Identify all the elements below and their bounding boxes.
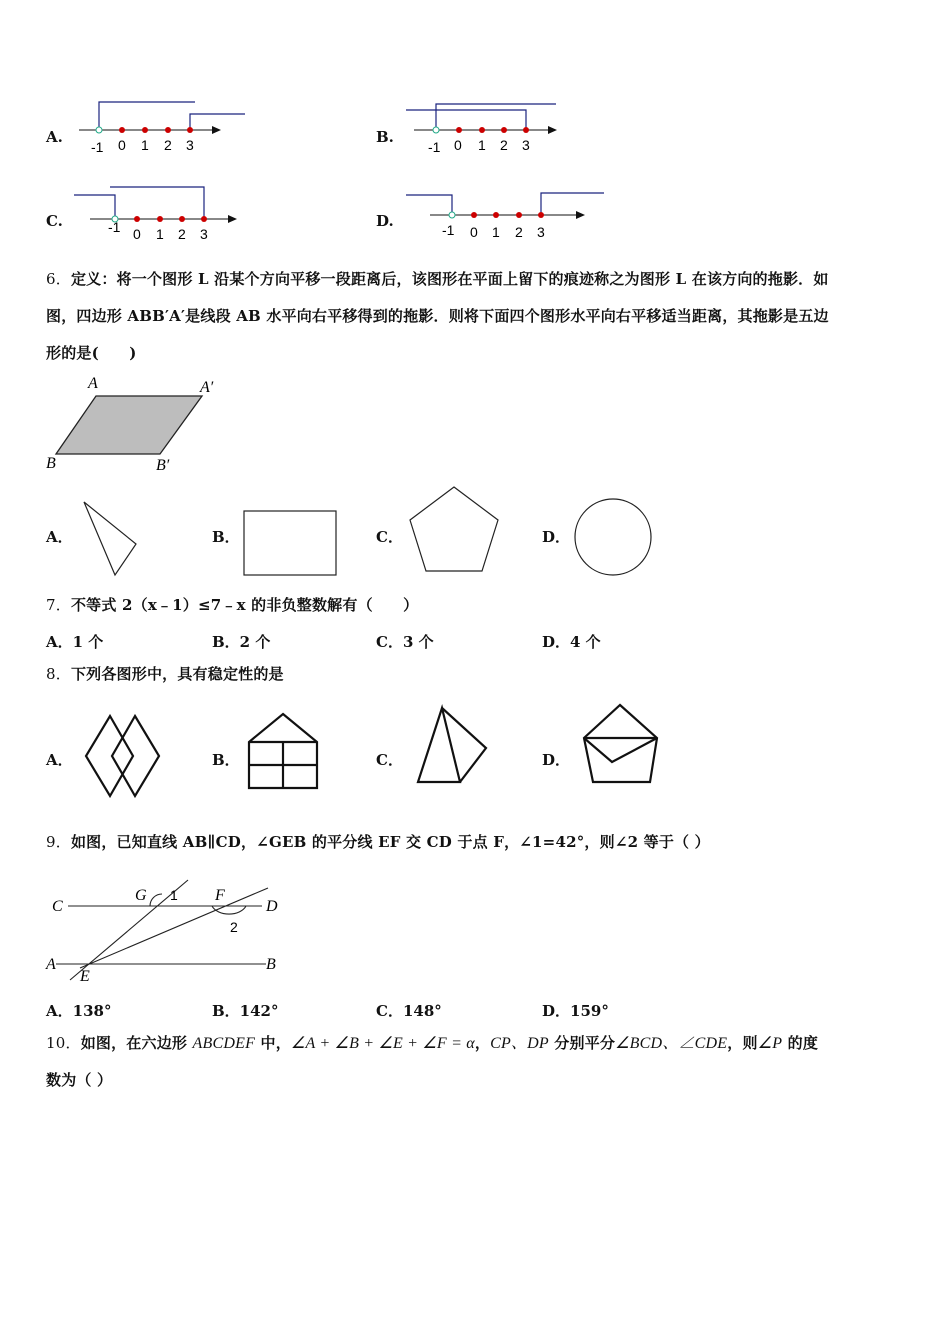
q7-number: 7． — [46, 596, 71, 614]
tick: 1 — [492, 224, 500, 240]
label-a: A — [46, 956, 56, 973]
q6-option-d-label: D． — [542, 528, 571, 546]
q8-option-d-label: D． — [542, 751, 571, 769]
tick: 3 — [186, 137, 194, 153]
q9-stem: 如图，已知直线 AB∥CD，∠GEB 的平分线 EF 交 CD 于点 F，∠1=42°，则∠2 等于（ ） — [70, 833, 710, 851]
tick: 1 — [141, 137, 149, 153]
q6-line-3: 形的是( ) — [46, 344, 137, 362]
q8-text — [46, 656, 284, 693]
tick: 1 — [478, 137, 486, 153]
q5-option-b-number-line — [402, 98, 562, 160]
q6-line-1: 定义：将一个图形 L 沿某个方向平移一段距离后，该图形在平面上留下的痕迹称之为图形 L 在该方向的拖影．如 — [70, 270, 829, 288]
label-b-prime: B′ — [156, 457, 170, 474]
q9-option-d: D．159° — [542, 1002, 609, 1020]
q8-option-b-label: B． — [212, 751, 240, 769]
q7-option-c: C．3 个 — [376, 633, 434, 651]
q8-option-c-label: C． — [376, 751, 403, 769]
q8-option-a-label: A． — [46, 751, 73, 769]
tick: 2 — [178, 226, 186, 242]
q6-option-a-triangle — [78, 496, 143, 581]
q6-line-2: 图，四边形 ABB′A′是线段 AB 水平向右平移得到的拖影．则将下面四个图形水平向右平移适当距离，其拖影是五边 — [46, 307, 829, 325]
tick: 3 — [200, 226, 208, 242]
label-c: C — [52, 898, 63, 915]
q7-stem: 不等式 2（x﹣1）≤7﹣x 的非负整数解有（ ） — [70, 596, 419, 614]
q7-option-b: B．2 个 — [212, 633, 271, 651]
tick: -1 — [428, 139, 441, 155]
q9-text — [46, 824, 710, 861]
q6-number: 6． — [46, 270, 71, 288]
label-1: 1 — [170, 887, 178, 903]
q10-angle-sum: ∠A + ∠B + ∠E + ∠F = α — [290, 1035, 475, 1052]
q8-stem: 下列各图形中，具有稳定性的是 — [70, 665, 284, 683]
q8-option-d-pentagon — [578, 700, 664, 790]
label-a-prime: A′ — [200, 379, 214, 396]
label-e: E — [80, 968, 90, 985]
q10-text-d: 分别平分 — [554, 1034, 616, 1052]
q6-option-a-label: A． — [46, 528, 73, 546]
q8-option-b-house — [243, 710, 325, 794]
q10-hexagon: ABCDEF — [192, 1035, 256, 1052]
q10-line-2: 数为（ ） — [46, 1071, 113, 1089]
tick: 3 — [537, 224, 545, 240]
label-b: B — [46, 455, 56, 472]
q9-option-b: B．142° — [212, 1002, 279, 1020]
tick: 0 — [470, 224, 478, 240]
tick: 2 — [500, 137, 508, 153]
q10-text-f: 的度 — [787, 1034, 819, 1052]
q10-cp-dp: CP、DP — [490, 1035, 549, 1052]
tick: -1 — [91, 139, 104, 155]
q10-number: 10． — [46, 1034, 81, 1052]
q5-option-c-number-line — [70, 183, 245, 245]
q8-number: 8． — [46, 665, 71, 683]
label-a: A — [88, 375, 98, 392]
q5-option-d-label: D. — [376, 212, 394, 230]
q6-text — [46, 261, 906, 372]
q10-angle-p: ∠P — [757, 1035, 783, 1052]
q10-text — [46, 1025, 906, 1099]
q6-option-c-label: C． — [376, 528, 403, 546]
q5-option-d-number-line — [402, 183, 612, 245]
tick: 0 — [118, 137, 126, 153]
q5-option-c-label: C. — [46, 212, 63, 230]
q10-text-c: ， — [474, 1034, 491, 1052]
q9-parallel-lines-figure — [40, 876, 290, 986]
label-d: D — [266, 898, 278, 915]
q10-text-b: 中， — [260, 1034, 291, 1052]
tick: 1 — [156, 226, 164, 242]
q7-text — [46, 587, 418, 624]
tick: 3 — [522, 137, 530, 153]
q6-option-b-label: B． — [212, 528, 240, 546]
q7-option-d: D．4 个 — [542, 633, 601, 651]
q9-option-c: C．148° — [376, 1002, 442, 1020]
q5-option-a-label: A. — [46, 128, 63, 146]
q6-parallelogram-figure — [40, 372, 230, 477]
q10-text-e: ，则 — [727, 1034, 758, 1052]
tick: 2 — [164, 137, 172, 153]
q8-option-a-double-rhombus — [80, 710, 168, 802]
label-2: 2 — [230, 919, 238, 935]
tick: -1 — [442, 222, 455, 238]
tick: 0 — [133, 226, 141, 242]
q10-text-a: 如图，在六边形 — [80, 1034, 188, 1052]
tick: 0 — [454, 137, 462, 153]
label-b: B — [266, 956, 276, 973]
label-f: F — [215, 887, 225, 904]
q9-number: 9． — [46, 833, 71, 851]
tick: 2 — [515, 224, 523, 240]
q6-option-b-rectangle — [240, 507, 342, 579]
label-g: G — [135, 887, 147, 904]
q9-option-a: A．138° — [46, 1002, 112, 1020]
q6-option-c-pentagon — [404, 483, 504, 578]
q7-option-a: A．1 个 — [46, 633, 104, 651]
q10-angles: ∠BCD、∠CDE — [615, 1035, 728, 1052]
tick: -1 — [108, 219, 121, 235]
q5-option-a-number-line — [75, 98, 250, 160]
q6-option-d-circle — [570, 494, 656, 580]
q5-option-b-label: B. — [376, 128, 394, 146]
q8-option-c-triangles — [412, 702, 492, 790]
